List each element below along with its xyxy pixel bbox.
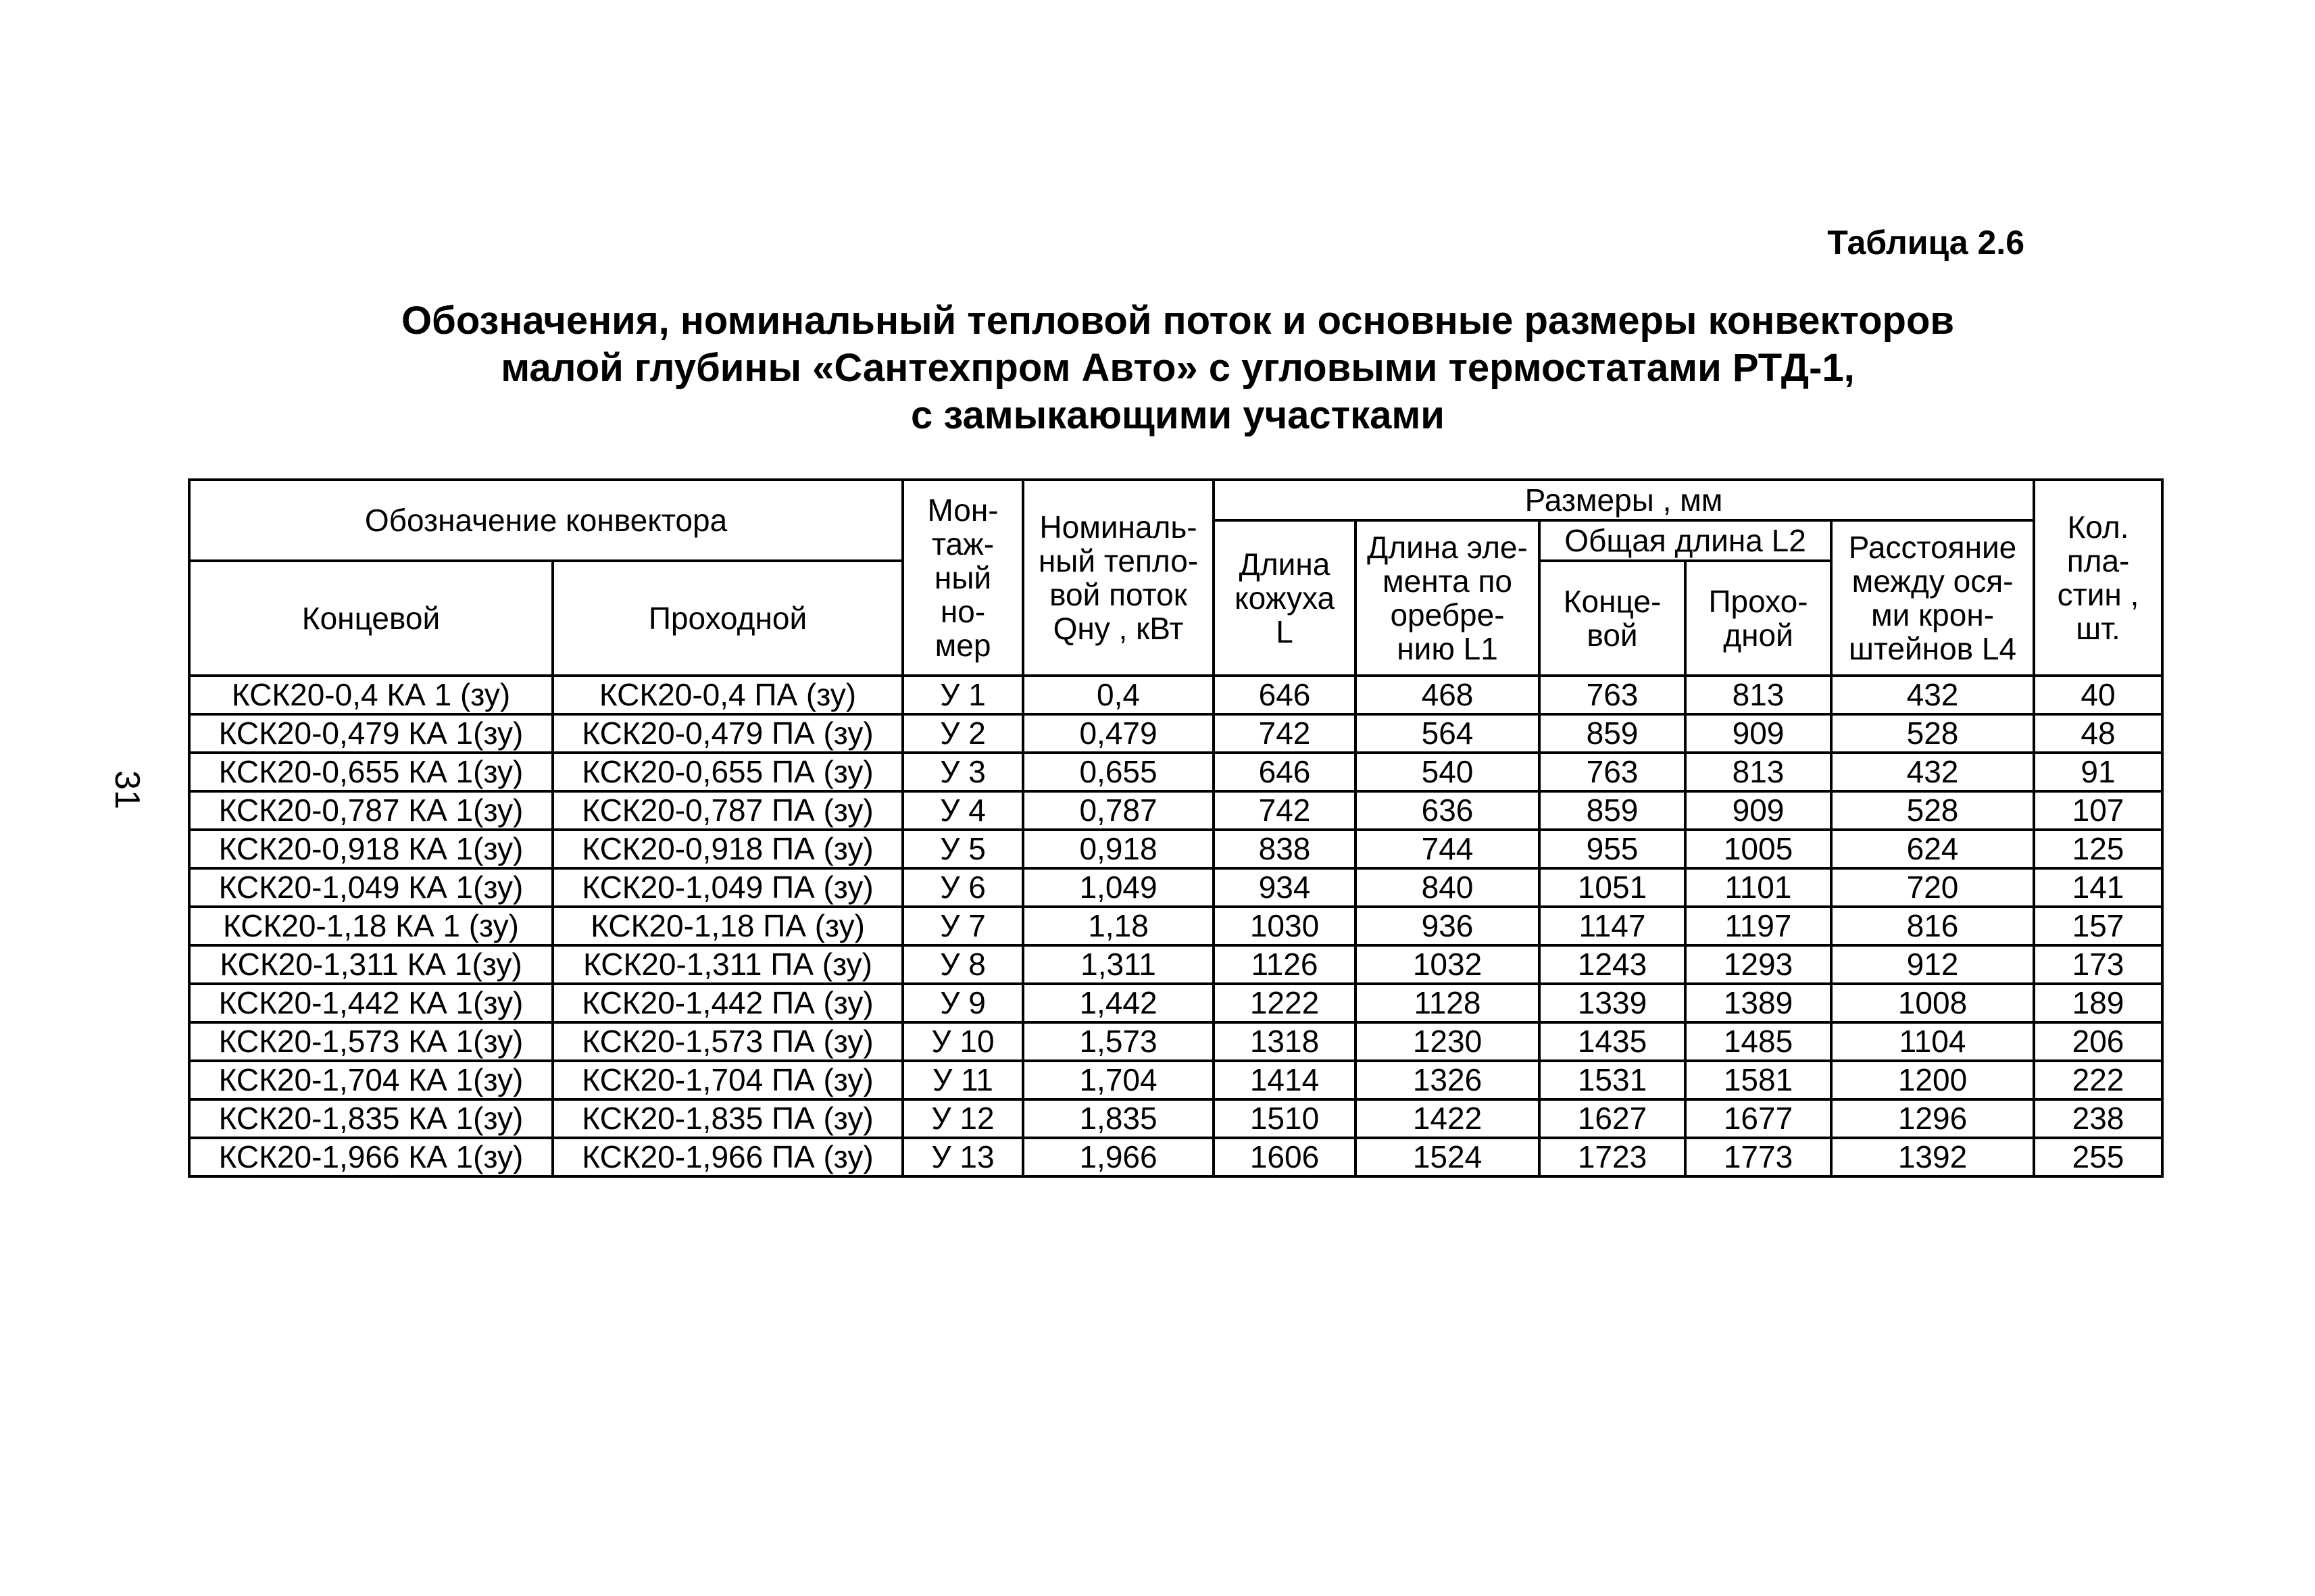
cell-plates: 173 (2034, 945, 2162, 984)
cell-heat-flow: 0,4 (1023, 676, 1214, 714)
cell-plates: 48 (2034, 714, 2162, 753)
cell-plates: 206 (2034, 1022, 2162, 1061)
cell-bracket-distance: 432 (1831, 753, 2034, 791)
cell-through-designation: КСК20-0,479 ПА (зу) (553, 714, 903, 753)
cell-mount-number: У 11 (903, 1061, 1023, 1099)
cell-total-end: 955 (1539, 830, 1685, 868)
cell-fin-length: 636 (1355, 791, 1539, 830)
cell-mount-number: У 8 (903, 945, 1023, 984)
cell-heat-flow: 1,442 (1023, 984, 1214, 1022)
cell-total-end: 1531 (1539, 1061, 1685, 1099)
cell-end-designation: КСК20-0,655 КА 1(зу) (189, 753, 553, 791)
cell-bracket-distance: 912 (1831, 945, 2034, 984)
cell-total-through: 1773 (1685, 1138, 1831, 1176)
cell-through-designation: КСК20-1,442 ПА (зу) (553, 984, 903, 1022)
cell-heat-flow: 0,479 (1023, 714, 1214, 753)
cell-through-designation: КСК20-0,4 ПА (зу) (553, 676, 903, 714)
cell-plates: 40 (2034, 676, 2162, 714)
cell-end-designation: КСК20-0,918 КА 1(зу) (189, 830, 553, 868)
cell-plates: 107 (2034, 791, 2162, 830)
cell-through-designation: КСК20-1,704 ПА (зу) (553, 1061, 903, 1099)
cell-mount-number: У 7 (903, 907, 1023, 945)
table-row (189, 676, 2162, 714)
cell-plates: 157 (2034, 907, 2162, 945)
cell-bracket-distance: 528 (1831, 714, 2034, 753)
cell-end-designation: КСК20-1,18 КА 1 (зу) (189, 907, 553, 945)
table-row (189, 753, 2162, 791)
cell-fin-length: 840 (1355, 868, 1539, 907)
cell-mount-number: У 2 (903, 714, 1023, 753)
cell-total-end: 1627 (1539, 1099, 1685, 1138)
table-row (189, 868, 2162, 907)
cell-casing-length: 1222 (1214, 984, 1355, 1022)
cell-plates: 238 (2034, 1099, 2162, 1138)
cell-total-through: 1005 (1685, 830, 1831, 868)
cell-fin-length: 936 (1355, 907, 1539, 945)
cell-bracket-distance: 528 (1831, 791, 2034, 830)
header-total-through: Прохо- дной (1685, 561, 1831, 676)
cell-heat-flow: 0,655 (1023, 753, 1214, 791)
table-row (189, 714, 2162, 753)
cell-heat-flow: 0,787 (1023, 791, 1214, 830)
cell-total-through: 1293 (1685, 945, 1831, 984)
cell-heat-flow: 1,704 (1023, 1061, 1214, 1099)
cell-bracket-distance: 1008 (1831, 984, 2034, 1022)
cell-casing-length: 1414 (1214, 1061, 1355, 1099)
cell-mount-number: У 13 (903, 1138, 1023, 1176)
table-body (189, 676, 2162, 1176)
cell-bracket-distance: 1200 (1831, 1061, 2034, 1099)
cell-total-end: 859 (1539, 791, 1685, 830)
cell-casing-length: 1606 (1214, 1138, 1355, 1176)
cell-plates: 125 (2034, 830, 2162, 868)
cell-casing-length: 646 (1214, 753, 1355, 791)
cell-fin-length: 1128 (1355, 984, 1539, 1022)
cell-end-designation: КСК20-1,442 КА 1(зу) (189, 984, 553, 1022)
cell-fin-length: 540 (1355, 753, 1539, 791)
cell-mount-number: У 3 (903, 753, 1023, 791)
cell-bracket-distance: 816 (1831, 907, 2034, 945)
cell-total-end: 1243 (1539, 945, 1685, 984)
cell-heat-flow: 1,18 (1023, 907, 1214, 945)
cell-fin-length: 468 (1355, 676, 1539, 714)
cell-heat-flow: 0,918 (1023, 830, 1214, 868)
document-title (0, 297, 2315, 439)
cell-bracket-distance: 1296 (1831, 1099, 2034, 1138)
cell-bracket-distance: 1392 (1831, 1138, 2034, 1176)
cell-bracket-distance: 624 (1831, 830, 2034, 868)
cell-casing-length: 838 (1214, 830, 1355, 868)
table-row (189, 830, 2162, 868)
cell-total-through: 1389 (1685, 984, 1831, 1022)
cell-casing-length: 934 (1214, 868, 1355, 907)
cell-total-through: 813 (1685, 753, 1831, 791)
cell-casing-length: 646 (1214, 676, 1355, 714)
cell-end-designation: КСК20-1,966 КА 1(зу) (189, 1138, 553, 1176)
cell-mount-number: У 5 (903, 830, 1023, 868)
cell-fin-length: 564 (1355, 714, 1539, 753)
table-row (189, 907, 2162, 945)
cell-total-end: 859 (1539, 714, 1685, 753)
cell-total-end: 763 (1539, 676, 1685, 714)
cell-heat-flow: 1,966 (1023, 1138, 1214, 1176)
cell-through-designation: КСК20-1,18 ПА (зу) (553, 907, 903, 945)
cell-fin-length: 744 (1355, 830, 1539, 868)
cell-heat-flow: 1,573 (1023, 1022, 1214, 1061)
title-line: с замыкающими участками (911, 393, 1445, 437)
table-row (189, 984, 2162, 1022)
cell-heat-flow: 1,835 (1023, 1099, 1214, 1138)
cell-plates: 91 (2034, 753, 2162, 791)
cell-fin-length: 1326 (1355, 1061, 1539, 1099)
cell-bracket-distance: 720 (1831, 868, 2034, 907)
cell-through-designation: КСК20-1,573 ПА (зу) (553, 1022, 903, 1061)
cell-fin-length: 1230 (1355, 1022, 1539, 1061)
cell-end-designation: КСК20-1,573 КА 1(зу) (189, 1022, 553, 1061)
header-designation: Обозначение конвектора (189, 480, 903, 561)
cell-total-end: 1723 (1539, 1138, 1685, 1176)
cell-total-through: 1197 (1685, 907, 1831, 945)
cell-fin-length: 1422 (1355, 1099, 1539, 1138)
cell-mount-number: У 6 (903, 868, 1023, 907)
cell-heat-flow: 1,049 (1023, 868, 1214, 907)
cell-casing-length: 1030 (1214, 907, 1355, 945)
cell-end-designation: КСК20-1,704 КА 1(зу) (189, 1061, 553, 1099)
title-line: Обозначения, номинальный тепловой поток и основные размеры конвекторов (401, 299, 1955, 343)
header-total-length: Общая длина L2 (1539, 520, 1831, 561)
cell-through-designation: КСК20-0,918 ПА (зу) (553, 830, 903, 868)
cell-fin-length: 1032 (1355, 945, 1539, 984)
cell-total-end: 1051 (1539, 868, 1685, 907)
cell-plates: 255 (2034, 1138, 2162, 1176)
cell-end-designation: КСК20-0,4 КА 1 (зу) (189, 676, 553, 714)
cell-mount-number: У 12 (903, 1099, 1023, 1138)
cell-total-through: 1485 (1685, 1022, 1831, 1061)
header-through: Проходной (553, 561, 903, 676)
cell-total-through: 909 (1685, 714, 1831, 753)
cell-mount-number: У 1 (903, 676, 1023, 714)
header-end: Концевой (189, 561, 553, 676)
cell-total-through: 909 (1685, 791, 1831, 830)
cell-end-designation: КСК20-1,311 КА 1(зу) (189, 945, 553, 984)
cell-through-designation: КСК20-1,049 ПА (зу) (553, 868, 903, 907)
cell-total-end: 1435 (1539, 1022, 1685, 1061)
cell-through-designation: КСК20-0,787 ПА (зу) (553, 791, 903, 830)
table-row (189, 791, 2162, 830)
cell-casing-length: 1126 (1214, 945, 1355, 984)
header-plates: Кол. пла- стин , шт. (2034, 480, 2162, 676)
cell-mount-number: У 9 (903, 984, 1023, 1022)
cell-heat-flow: 1,311 (1023, 945, 1214, 984)
cell-bracket-distance: 432 (1831, 676, 2034, 714)
cell-mount-number: У 4 (903, 791, 1023, 830)
convector-table (188, 478, 2164, 1178)
cell-through-designation: КСК20-1,966 ПА (зу) (553, 1138, 903, 1176)
cell-casing-length: 742 (1214, 791, 1355, 830)
cell-end-designation: КСК20-0,479 КА 1(зу) (189, 714, 553, 753)
header-casing-length: Длина кожуха L (1214, 520, 1355, 676)
cell-plates: 222 (2034, 1061, 2162, 1099)
cell-plates: 141 (2034, 868, 2162, 907)
header-mount-number: Мон- таж- ный но- мер (903, 480, 1023, 676)
cell-total-through: 1677 (1685, 1099, 1831, 1138)
table-row (189, 1138, 2162, 1176)
header-fin-length: Длина эле- мента по оребре- нию L1 (1355, 520, 1539, 676)
cell-total-through: 1101 (1685, 868, 1831, 907)
cell-casing-length: 1510 (1214, 1099, 1355, 1138)
cell-casing-length: 1318 (1214, 1022, 1355, 1061)
cell-bracket-distance: 1104 (1831, 1022, 2034, 1061)
table-row (189, 1061, 2162, 1099)
cell-plates: 189 (2034, 984, 2162, 1022)
cell-through-designation: КСК20-1,835 ПА (зу) (553, 1099, 903, 1138)
cell-total-end: 1339 (1539, 984, 1685, 1022)
header-heat-flow: Номиналь- ный тепло- вой поток Qну , кВт (1023, 480, 1214, 676)
cell-end-designation: КСК20-1,049 КА 1(зу) (189, 868, 553, 907)
cell-through-designation: КСК20-1,311 ПА (зу) (553, 945, 903, 984)
cell-total-end: 1147 (1539, 907, 1685, 945)
table-row (189, 1099, 2162, 1138)
cell-end-designation: КСК20-0,787 КА 1(зу) (189, 791, 553, 830)
page-number: 31 (107, 770, 147, 809)
cell-total-through: 1581 (1685, 1061, 1831, 1099)
cell-through-designation: КСК20-0,655 ПА (зу) (553, 753, 903, 791)
header-bracket-distance: Расстояние между ося- ми крон- штейнов L4 (1831, 520, 2034, 676)
cell-mount-number: У 10 (903, 1022, 1023, 1061)
table-row (189, 1022, 2162, 1061)
title-line: малой глубины «Сантехпром Авто» с угловыми термостатами РТД-1, (501, 346, 1855, 390)
header-total-end: Конце- вой (1539, 561, 1685, 676)
cell-fin-length: 1524 (1355, 1138, 1539, 1176)
cell-total-end: 763 (1539, 753, 1685, 791)
cell-total-through: 813 (1685, 676, 1831, 714)
cell-end-designation: КСК20-1,835 КА 1(зу) (189, 1099, 553, 1138)
cell-casing-length: 742 (1214, 714, 1355, 753)
table-number-label: Таблица 2.6 (1827, 224, 2024, 261)
table-row (189, 945, 2162, 984)
header-sizes: Размеры , мм (1214, 480, 2034, 520)
